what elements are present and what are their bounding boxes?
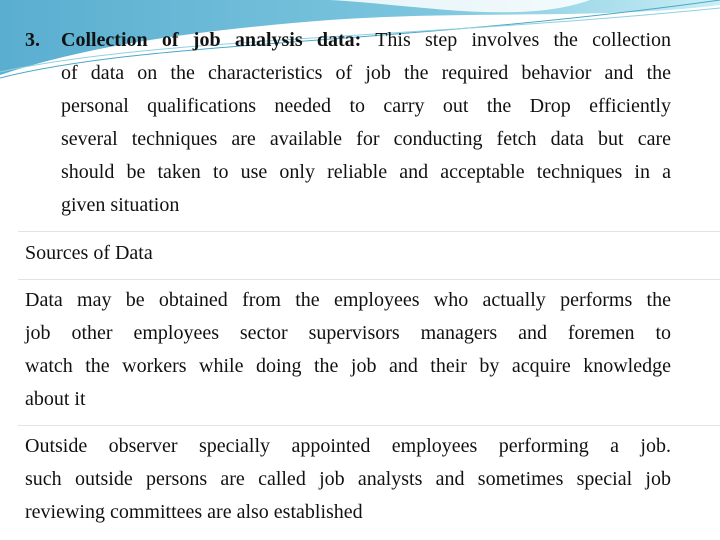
item-line: several techniques are available for conducting fetch data but care — [61, 128, 671, 150]
sources-heading: Sources of Data — [25, 242, 153, 264]
paragraph-line: reviewing committees are also established — [25, 501, 363, 523]
item-line: given situation — [61, 194, 180, 216]
list-number: 3. — [25, 29, 40, 51]
divider — [18, 279, 720, 280]
paragraph-line: Outside observer specially appointed employees performing a job. — [25, 435, 671, 457]
paragraph-line: about it — [25, 388, 86, 410]
paragraph-line: such outside persons are called job analysts and sometimes special job — [25, 468, 671, 490]
divider — [18, 231, 720, 232]
item-line: personal qualifications needed to carry out the Drop efficiently — [61, 95, 671, 117]
item-line: This step involves the collection — [361, 29, 671, 51]
paragraph-line: job other employees sector supervisors managers and foremen to — [25, 322, 671, 344]
paragraph-line: Data may be obtained from the employees who actually performs the — [25, 289, 671, 311]
divider — [18, 425, 720, 426]
paragraph-outside-observer — [25, 430, 671, 529]
item-heading: Collection of job analysis data: — [61, 29, 362, 51]
paragraph-line: watch the workers while doing the job and their by acquire knowledge — [25, 355, 671, 377]
item-line: should be taken to use only reliable and acceptable techniques in a — [61, 161, 671, 183]
item-line: of data on the characteristics of job the required behavior and the — [61, 62, 671, 84]
list-item-collection — [61, 24, 671, 222]
paragraph-data-sources — [25, 284, 671, 416]
